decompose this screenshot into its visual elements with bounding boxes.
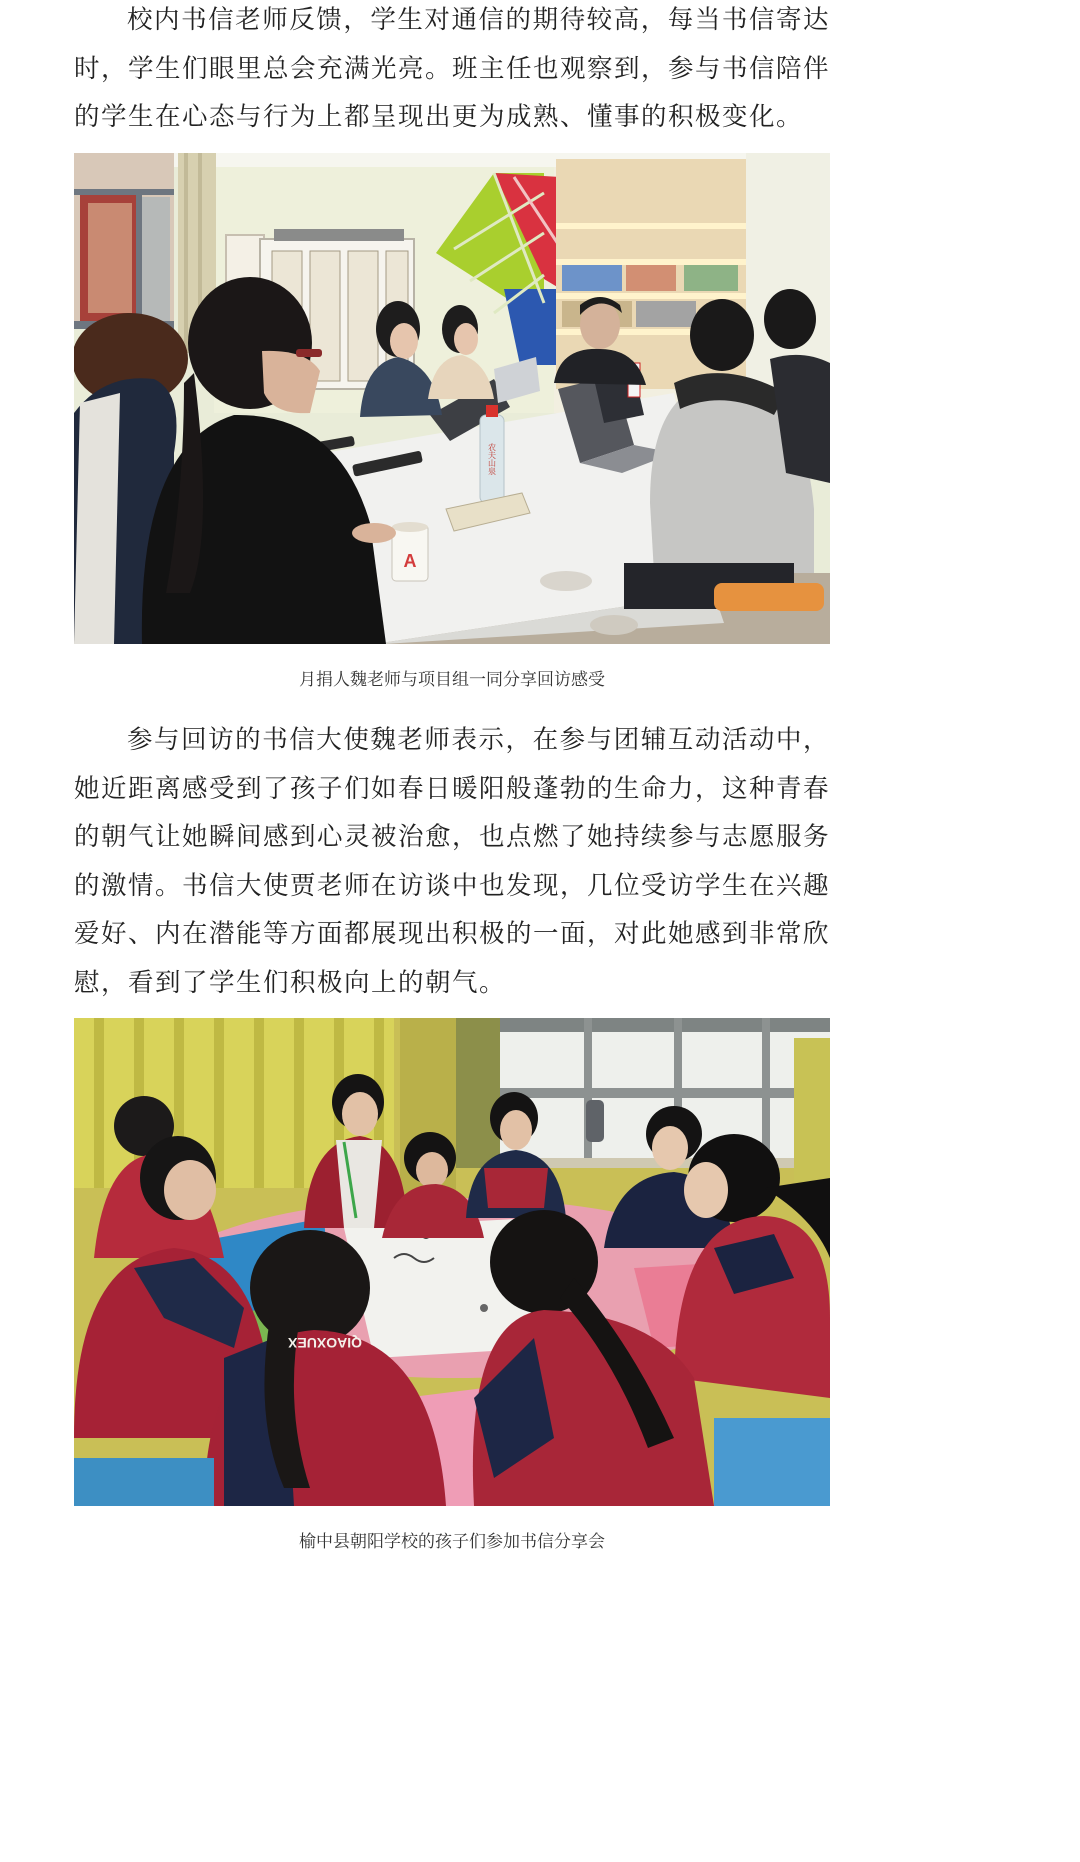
water-bottle [480,405,504,503]
article-paragraph: 校内书信老师反馈，学生对通信的期待较高，每当书信寄达时，学生们眼里总会充满光亮。班主任也观察到，参与书信陪伴的学生在心态与行为上都呈现出更为成熟、懂事的积极变化。 [74,5,831,132]
uniform-print: QIAOXUEX [288,1335,362,1351]
students-photo [74,1018,830,1506]
photo-caption: 月捐人魏老师与项目组一同分享回访感受 [299,670,605,690]
article-paragraph: 参与回访的书信大使魏老师表示，在参与团辅互动活动中，她近距离感受到了孩子们如春日暖阳般蓬勃的生命力，这种青春的朝气让她瞬间感到心灵被治愈，也点燃了她持续参与志愿服务的激情。书信大使贾老师在访谈中也发现，几位受访学生在兴趣爱好、内在潜能等方面都展现出积极的一面，对此她感到非常欣慰，看到了学生们积极向上的朝气。 [74,725,831,998]
window [74,153,174,329]
meeting-room-scene [74,153,830,644]
photo-caption: 榆中县朝阳学校的孩子们参加书信分享会 [299,1532,605,1552]
bottle-label: 农夫山泉 [487,443,497,475]
cup-logo: A [403,551,417,571]
classroom-scene [74,1018,830,1506]
meeting-photo [74,153,830,644]
paper-cup [392,522,428,581]
